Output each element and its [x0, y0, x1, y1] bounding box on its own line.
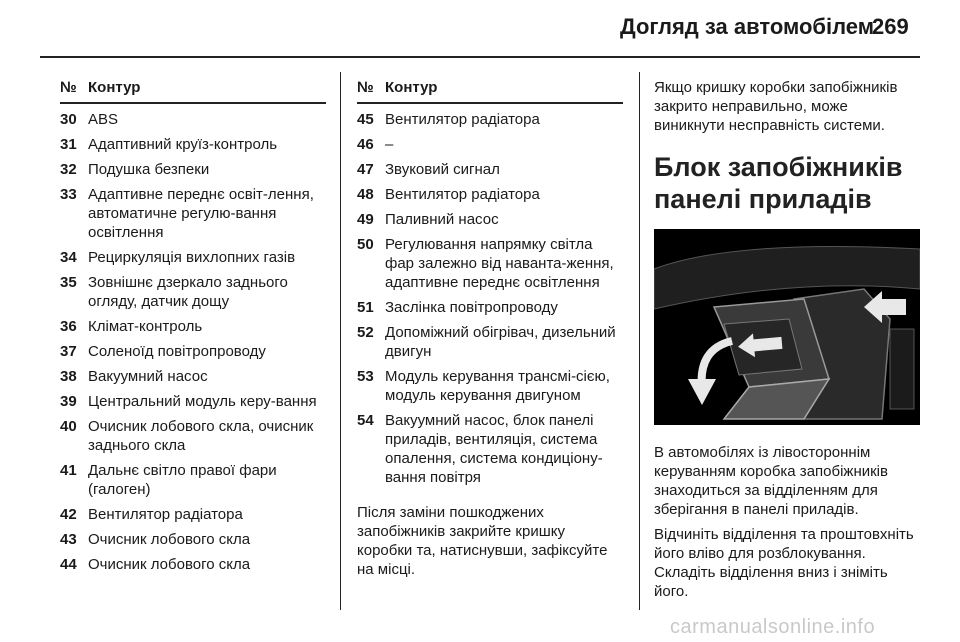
table-row — [60, 367, 326, 386]
fuse-circuit: – — [385, 136, 394, 153]
table-row — [357, 110, 623, 129]
table-row — [60, 248, 326, 267]
fuse-number: 45 — [357, 111, 374, 128]
table-row — [60, 530, 326, 549]
fuse-circuit: Вентилятор радіатора — [385, 111, 540, 128]
fuse-circuit: Подушка безпеки — [88, 161, 210, 178]
table-row — [357, 160, 623, 179]
fuse-table-left — [60, 78, 326, 574]
fuse-circuit: Очисник лобового скла — [88, 556, 251, 573]
table-row — [60, 417, 326, 455]
fuse-number: 48 — [357, 186, 374, 203]
glovebox-drawing — [654, 229, 920, 425]
fuse-number: 51 — [357, 299, 374, 316]
watermark: carmanualsonline.info — [670, 616, 876, 638]
fuse-circuit: Вентилятор радіатора — [385, 186, 540, 203]
fuse-circuit: Клімат-контроль — [88, 318, 203, 335]
table-row — [357, 323, 623, 361]
table-row — [357, 210, 623, 229]
fuse-number: 32 — [60, 161, 77, 178]
contour-column-header: Контур — [385, 79, 438, 96]
fuse-circuit: Вакуумний насос, блок панелі приладів, вентиляція, система опалення, система кондиціону-вання повітря — [385, 412, 603, 486]
fuse-number: 39 — [60, 393, 77, 410]
fuse-number: 31 — [60, 136, 77, 153]
table-header — [357, 78, 623, 104]
fuse-number: 37 — [60, 343, 77, 360]
header-title: Догляд за автомобілем — [620, 14, 875, 39]
number-column-header: № — [357, 79, 374, 96]
fuse-circuit: Зовнішнє дзеркало заднього огляду, датчик дощу — [88, 274, 288, 310]
location-paragraph: В автомобілях із лівостороннім керуванням коробка запобіжників знаходиться за відділенням для зберігання в панелі приладів. — [654, 444, 888, 518]
fuse-circuit: Очисник лобового скла, очисник заднього скла — [88, 418, 314, 454]
number-column-header: № — [60, 79, 77, 96]
fuse-circuit: Рециркуляція вихлопних газів — [88, 249, 296, 266]
table-row — [357, 185, 623, 204]
fuse-circuit: Допоміжний обігрівач, дизельний двигун — [385, 324, 616, 360]
section-heading: Блок запобіжників панелі приладів — [654, 152, 903, 214]
fuse-circuit: Модуль керування трансмі-сією, модуль керування двигуном — [385, 368, 610, 404]
fuse-number: 36 — [60, 318, 77, 335]
fuse-circuit: Регулювання напрямку світла фар залежно від наванта-ження, адаптивне переднє освітлення — [385, 236, 614, 291]
table-row — [60, 273, 326, 311]
column-divider — [639, 72, 640, 610]
table-row — [357, 367, 623, 405]
fuse-circuit: Вентилятор радіатора — [88, 506, 243, 523]
fuse-number: 34 — [60, 249, 77, 266]
table-row — [60, 185, 326, 242]
fuse-number: 42 — [60, 506, 77, 523]
intro-paragraph: Якщо кришку коробки запобіжників закрито неправильно, може виникнути несправність системи. — [654, 79, 898, 134]
table-row — [60, 392, 326, 411]
fuse-circuit: Адаптивне переднє освіт-лення, автоматичне регулю-вання освітлення — [88, 186, 314, 241]
fuse-circuit: Очисник лобового скла — [88, 531, 251, 548]
fuse-number: 33 — [60, 186, 77, 203]
fuse-circuit: Звуковий сигнал — [385, 161, 500, 178]
after-replacement-note: Після заміни пошкоджених запобіжників закрийте кришку коробки та, натиснувши, зафіксуйте на місці. — [357, 504, 608, 578]
table-row — [60, 135, 326, 154]
fuse-number: 46 — [357, 136, 374, 153]
fuse-number: 47 — [357, 161, 374, 178]
fuse-number: 52 — [357, 324, 374, 341]
fuse-circuit: Соленоїд повітропроводу — [88, 343, 266, 360]
fuse-number: 43 — [60, 531, 77, 548]
table-row — [357, 235, 623, 292]
fuse-number: 50 — [357, 236, 374, 253]
table-row — [60, 342, 326, 361]
instrument-panel-fuse-section — [654, 78, 920, 601]
table-row — [60, 110, 326, 129]
fuse-table-right — [357, 78, 623, 579]
table-header — [60, 78, 326, 104]
fuse-number: 49 — [357, 211, 374, 228]
contour-column-header: Контур — [88, 79, 141, 96]
table-row — [357, 135, 623, 154]
fuse-number: 30 — [60, 111, 77, 128]
fuse-number: 40 — [60, 418, 77, 435]
fuse-number: 38 — [60, 368, 77, 385]
instructions-paragraph: Відчиніть відділення та проштовхніть його вліво для розблокування. Складіть відділення вниз і зніміть його. — [654, 526, 914, 600]
column-divider — [340, 72, 341, 610]
fuse-circuit: Вакуумний насос — [88, 368, 208, 385]
fuse-circuit: Заслінка повітропроводу — [385, 299, 558, 316]
fuse-number: 53 — [357, 368, 374, 385]
fuse-circuit: Дальнє світло правої фари (галоген) — [88, 462, 277, 498]
fuse-number: 44 — [60, 556, 77, 573]
table-row — [60, 461, 326, 499]
fuse-number: 35 — [60, 274, 77, 291]
fuse-circuit: Центральний модуль керу-вання — [88, 393, 317, 410]
fuse-circuit: ABS — [88, 111, 119, 128]
fuse-number: 54 — [357, 412, 374, 429]
glovebox-removal-illustration — [654, 229, 920, 425]
fuse-rows — [60, 110, 326, 574]
fuse-circuit: Паливний насос — [385, 211, 499, 228]
table-row — [60, 317, 326, 336]
fuse-circuit: Адаптивний круїз-контроль — [88, 136, 278, 153]
fuse-number: 41 — [60, 462, 77, 479]
table-row — [357, 298, 623, 317]
table-row — [60, 555, 326, 574]
page-number: 269 — [872, 14, 909, 39]
header-divider — [40, 56, 920, 58]
table-row — [60, 160, 326, 179]
table-row — [357, 411, 623, 487]
table-row — [60, 505, 326, 524]
fuse-rows — [357, 110, 623, 487]
